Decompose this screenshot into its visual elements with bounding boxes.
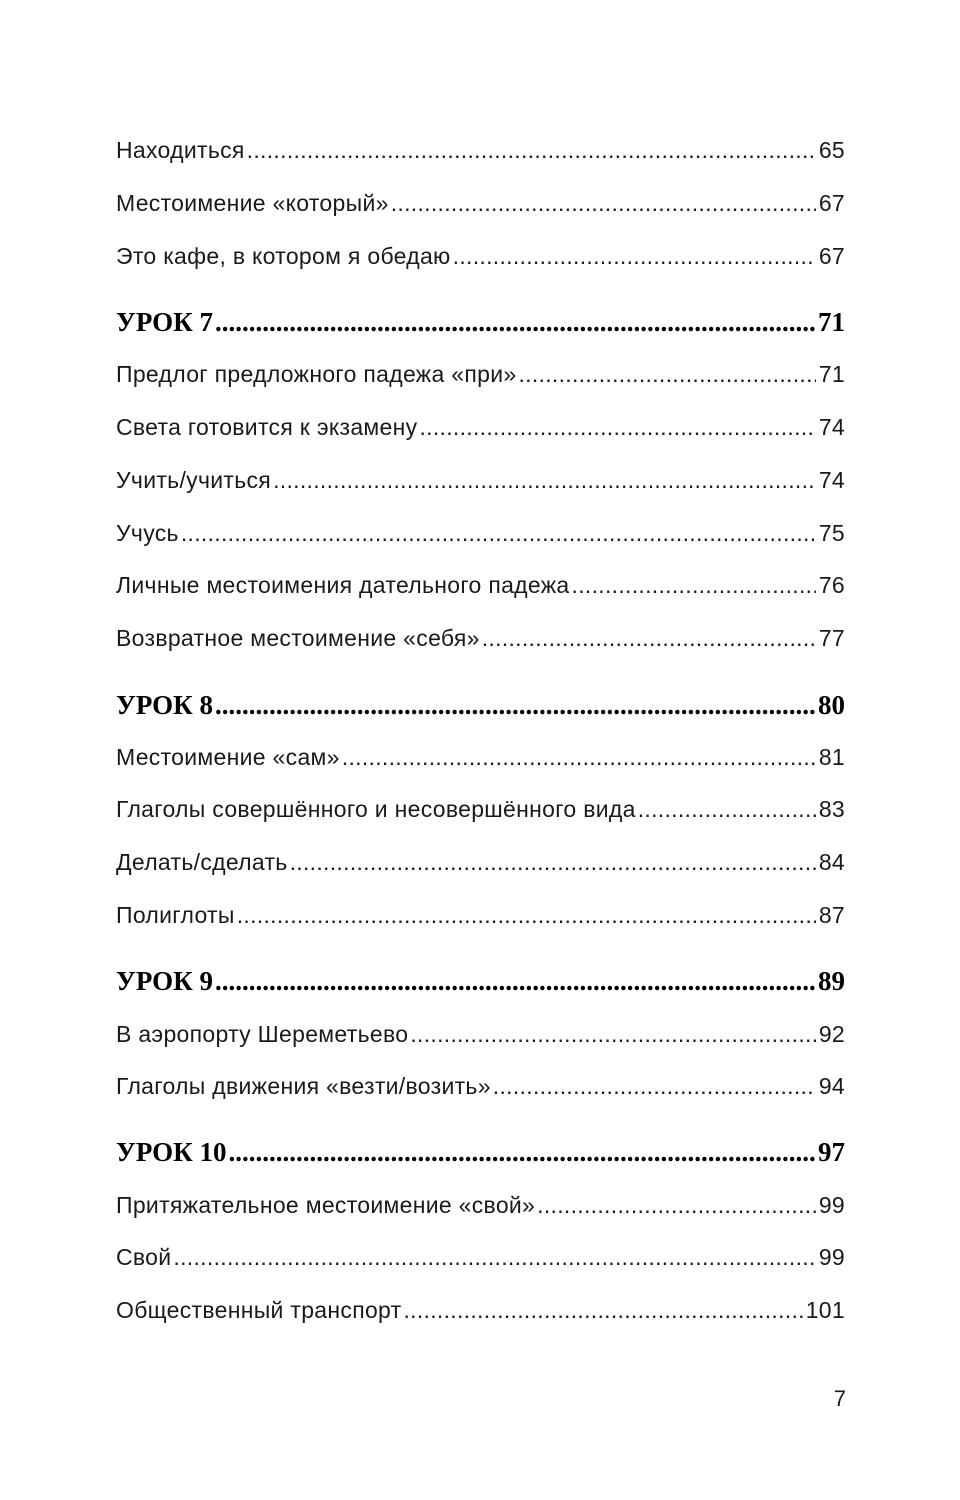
toc-chapter-entry [116,1137,845,1168]
toc-entry [116,1192,845,1219]
toc-entry-page: 77 [818,625,845,651]
toc-entry [116,572,845,599]
dot-leader [403,1297,802,1324]
dot-leader [518,361,815,388]
toc-entry [116,467,845,494]
dot-leader [247,137,816,164]
toc-entry-title: Это кафе, в котором я обедаю [116,243,451,269]
toc-entry-page: 81 [818,744,845,770]
dot-leader [482,625,816,652]
toc-entry [116,414,845,441]
toc-entry [116,1021,845,1048]
toc-entry-page: 92 [818,1021,845,1047]
toc-entry-title: Учить/учиться [116,467,272,493]
toc-chapter-page: 97 [818,1137,845,1167]
toc-entry [116,625,845,652]
dot-leader [391,190,816,217]
toc-entry-title: Света готовится к экзамену [116,414,418,440]
toc-chapter-page: 89 [818,966,845,996]
dot-leader [537,1192,816,1219]
toc-entry [116,190,845,217]
toc-chapter-entry [116,690,845,721]
toc-entry-title: Личные местоимения дательного падежа [116,572,570,598]
dot-leader [342,744,816,771]
toc-entry [116,1297,845,1324]
dot-leader [215,690,815,721]
dot-leader [419,414,815,441]
dot-leader [410,1021,816,1048]
dot-leader [215,966,815,997]
toc-entry [116,243,845,270]
toc-entry-title: Предлог предложного падежа «при» [116,361,517,387]
toc-entry-title: Общественный транспорт [116,1297,402,1323]
dot-leader [290,849,816,876]
toc-entry [116,520,845,547]
toc-entry [116,361,845,388]
toc-chapter-title: УРОК 10 [116,1137,227,1167]
toc-chapter-page: 71 [818,307,845,337]
toc-chapter-title: УРОК 7 [116,307,213,337]
toc-entry [116,744,845,771]
toc-chapter-entry [116,966,845,997]
toc-entry-page: 84 [818,849,845,875]
toc-entry-title: Глаголы движения «везти/возить» [116,1073,491,1099]
toc-chapter-title: УРОК 8 [116,690,213,720]
toc-entry-title: Делать/сделать [116,849,288,875]
toc-entry [116,1073,845,1100]
page-number: 7 [833,1386,846,1411]
toc-entry-title: Глаголы совершённого и несовершённого вида [116,796,636,822]
toc-entry-page: 74 [818,467,845,493]
toc-entry [116,902,845,929]
toc-entry-title: Полиглоты [116,902,235,928]
toc-entry-page: 67 [818,243,845,269]
toc-entry-page: 74 [818,414,845,440]
dot-leader [572,572,816,599]
toc-entry-page: 101 [805,1297,845,1323]
dot-leader [453,243,816,270]
toc-entry-page: 87 [818,902,845,928]
dot-leader [215,307,815,338]
dot-leader [237,902,816,929]
toc-entry-title: Притяжательное местоимение «свой» [116,1192,536,1218]
toc-entry-page: 99 [818,1244,845,1270]
dot-leader [638,796,816,823]
toc-entry-title: Свой [116,1244,172,1270]
toc-entry [116,796,845,823]
toc-entry-page: 76 [818,572,845,598]
toc-entry-title: Местоимение «который» [116,190,389,216]
toc-entry-page: 65 [818,137,845,163]
dot-leader [181,520,816,547]
dot-leader [228,1137,815,1168]
toc-entry-page: 67 [818,190,845,216]
toc-chapter-page: 80 [818,690,845,720]
dot-leader [493,1073,816,1100]
toc-entry [116,137,845,164]
toc-entry-title: В аэропорту Шереметьево [116,1021,409,1047]
toc-entry-title: Учусь [116,520,179,546]
toc-entry-title: Возвратное местоимение «себя» [116,625,480,651]
toc-entry [116,1244,845,1271]
toc-entry-page: 83 [818,796,845,822]
dot-leader [173,1244,815,1271]
toc-chapter-entry [116,307,845,338]
toc-entry-title: Находиться [116,137,245,163]
toc-entry [116,849,845,876]
dot-leader [273,467,816,494]
toc-entry-page: 71 [818,361,845,387]
toc-entry-page: 94 [818,1073,845,1099]
toc-entry-page: 75 [818,520,845,546]
toc-chapter-title: УРОК 9 [116,966,213,996]
toc-entry-title: Местоимение «сам» [116,744,340,770]
toc-entry-page: 99 [818,1192,845,1218]
